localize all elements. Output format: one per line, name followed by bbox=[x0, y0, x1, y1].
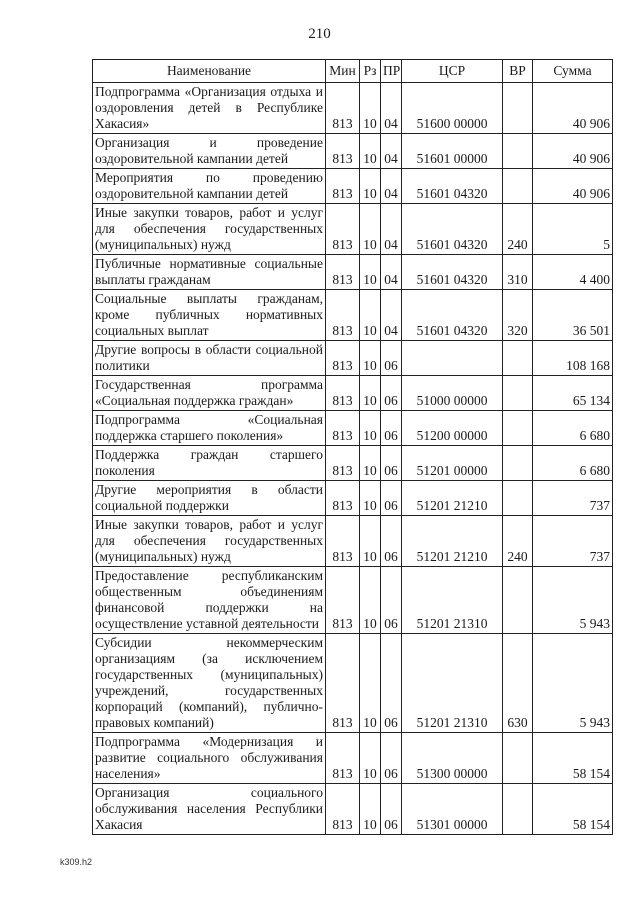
cell-sum: 6 680 bbox=[533, 411, 613, 446]
cell-min: 813 bbox=[326, 567, 360, 634]
cell-rz: 10 bbox=[360, 290, 381, 341]
cell-min: 813 bbox=[326, 83, 360, 134]
cell-sum: 737 bbox=[533, 516, 613, 567]
cell-pr: 06 bbox=[381, 341, 402, 376]
cell-pr: 06 bbox=[381, 411, 402, 446]
table-row bbox=[93, 634, 613, 733]
cell-csr: 51200 00000 bbox=[402, 411, 503, 446]
cell-vr bbox=[503, 376, 533, 411]
cell-csr: 51300 00000 bbox=[402, 733, 503, 784]
cell-csr: 51301 00000 bbox=[402, 784, 503, 835]
cell-min: 813 bbox=[326, 341, 360, 376]
cell-sum: 4 400 bbox=[533, 255, 613, 290]
cell-pr: 04 bbox=[381, 134, 402, 169]
cell-rz: 10 bbox=[360, 134, 381, 169]
cell-name: Подпрограмма «Организация отдыха и оздоровления детей в Республике Хакасия» bbox=[93, 83, 326, 134]
cell-pr: 06 bbox=[381, 634, 402, 733]
cell-pr: 04 bbox=[381, 83, 402, 134]
cell-sum: 5 943 bbox=[533, 567, 613, 634]
cell-rz: 10 bbox=[360, 83, 381, 134]
cell-csr: 51601 04320 bbox=[402, 204, 503, 255]
cell-vr: 320 bbox=[503, 290, 533, 341]
table-row bbox=[93, 567, 613, 634]
cell-min: 813 bbox=[326, 446, 360, 481]
cell-pr: 04 bbox=[381, 290, 402, 341]
cell-name: Предоставление республиканским общественным объединениям финансовой поддержки на осуществление уставной деятельности bbox=[93, 567, 326, 634]
cell-vr: 310 bbox=[503, 255, 533, 290]
cell-vr bbox=[503, 411, 533, 446]
cell-vr bbox=[503, 83, 533, 134]
cell-min: 813 bbox=[326, 516, 360, 567]
header-vr: ВР bbox=[503, 60, 533, 83]
cell-csr: 51601 04320 bbox=[402, 290, 503, 341]
cell-rz: 10 bbox=[360, 204, 381, 255]
cell-pr: 06 bbox=[381, 376, 402, 411]
cell-name: Организация социального обслуживания населения Республики Хакасия bbox=[93, 784, 326, 835]
cell-min: 813 bbox=[326, 255, 360, 290]
cell-csr: 51601 04320 bbox=[402, 255, 503, 290]
cell-sum: 108 168 bbox=[533, 341, 613, 376]
cell-rz: 10 bbox=[360, 255, 381, 290]
cell-sum: 5 bbox=[533, 204, 613, 255]
cell-name: Государственная программа «Социальная поддержка граждан» bbox=[93, 376, 326, 411]
cell-min: 813 bbox=[326, 784, 360, 835]
table-row bbox=[93, 83, 613, 134]
cell-csr: 51201 21210 bbox=[402, 481, 503, 516]
cell-vr: 240 bbox=[503, 516, 533, 567]
cell-min: 813 bbox=[326, 134, 360, 169]
cell-min: 813 bbox=[326, 411, 360, 446]
cell-name: Поддержка граждан старшего поколения bbox=[93, 446, 326, 481]
cell-min: 813 bbox=[326, 634, 360, 733]
header-min: Мин bbox=[326, 60, 360, 83]
table-row bbox=[93, 733, 613, 784]
table-row bbox=[93, 255, 613, 290]
table-row bbox=[93, 134, 613, 169]
cell-csr: 51601 04320 bbox=[402, 169, 503, 204]
cell-vr bbox=[503, 169, 533, 204]
table-row bbox=[93, 784, 613, 835]
cell-vr bbox=[503, 446, 533, 481]
cell-csr: 51201 00000 bbox=[402, 446, 503, 481]
table-row bbox=[93, 204, 613, 255]
cell-rz: 10 bbox=[360, 733, 381, 784]
cell-sum: 6 680 bbox=[533, 446, 613, 481]
header-csr: ЦСР bbox=[402, 60, 503, 83]
table-row bbox=[93, 516, 613, 567]
cell-name: Другие вопросы в области социальной политики bbox=[93, 341, 326, 376]
cell-vr bbox=[503, 134, 533, 169]
cell-name: Иные закупки товаров, работ и услуг для обеспечения государственных (муниципальных) нужд bbox=[93, 204, 326, 255]
cell-rz: 10 bbox=[360, 634, 381, 733]
cell-name: Организация и проведение оздоровительной кампании детей bbox=[93, 134, 326, 169]
cell-sum: 58 154 bbox=[533, 733, 613, 784]
cell-csr: 51000 00000 bbox=[402, 376, 503, 411]
cell-sum: 58 154 bbox=[533, 784, 613, 835]
cell-pr: 04 bbox=[381, 204, 402, 255]
cell-min: 813 bbox=[326, 733, 360, 784]
cell-vr bbox=[503, 481, 533, 516]
cell-vr bbox=[503, 784, 533, 835]
cell-csr: 51201 21310 bbox=[402, 634, 503, 733]
cell-name: Иные закупки товаров, работ и услуг для обеспечения государственных (муниципальных) нужд bbox=[93, 516, 326, 567]
cell-name: Подпрограмма «Социальная поддержка старшего поколения» bbox=[93, 411, 326, 446]
cell-rz: 10 bbox=[360, 341, 381, 376]
cell-vr bbox=[503, 733, 533, 784]
table-row bbox=[93, 481, 613, 516]
cell-rz: 10 bbox=[360, 169, 381, 204]
cell-csr: 51201 21210 bbox=[402, 516, 503, 567]
cell-pr: 06 bbox=[381, 733, 402, 784]
cell-vr bbox=[503, 341, 533, 376]
cell-csr bbox=[402, 341, 503, 376]
page-number: 210 bbox=[308, 26, 331, 42]
cell-rz: 10 bbox=[360, 516, 381, 567]
cell-pr: 06 bbox=[381, 784, 402, 835]
table-row bbox=[93, 376, 613, 411]
header-pr: ПР bbox=[381, 60, 402, 83]
cell-sum: 5 943 bbox=[533, 634, 613, 733]
cell-min: 813 bbox=[326, 481, 360, 516]
cell-pr: 06 bbox=[381, 567, 402, 634]
cell-min: 813 bbox=[326, 169, 360, 204]
cell-vr bbox=[503, 567, 533, 634]
cell-name: Публичные нормативные социальные выплаты гражданам bbox=[93, 255, 326, 290]
cell-pr: 04 bbox=[381, 169, 402, 204]
cell-rz: 10 bbox=[360, 784, 381, 835]
cell-rz: 10 bbox=[360, 446, 381, 481]
table-row bbox=[93, 169, 613, 204]
cell-sum: 36 501 bbox=[533, 290, 613, 341]
cell-csr: 51600 00000 bbox=[402, 83, 503, 134]
cell-rz: 10 bbox=[360, 376, 381, 411]
table-row bbox=[93, 341, 613, 376]
footer-code: k309.h2 bbox=[60, 857, 93, 867]
cell-name: Подпрограмма «Модернизация и развитие социального обслуживания населения» bbox=[93, 733, 326, 784]
cell-csr: 51201 21310 bbox=[402, 567, 503, 634]
table-row bbox=[93, 446, 613, 481]
cell-name: Мероприятия по проведению оздоровительной кампании детей bbox=[93, 169, 326, 204]
cell-rz: 10 bbox=[360, 481, 381, 516]
cell-pr: 04 bbox=[381, 255, 402, 290]
header-sum: Сумма bbox=[533, 60, 613, 83]
cell-csr: 51601 00000 bbox=[402, 134, 503, 169]
cell-name: Субсидии некоммерческим организациям (за исключением государственных (муниципальных) учреждений, государственных корпораций (компаний), публично-правовых компаний) bbox=[93, 634, 326, 733]
cell-name: Другие мероприятия в области социальной поддержки bbox=[93, 481, 326, 516]
header-name: Наименование bbox=[93, 60, 326, 83]
cell-sum: 40 906 bbox=[533, 134, 613, 169]
cell-sum: 40 906 bbox=[533, 83, 613, 134]
cell-rz: 10 bbox=[360, 567, 381, 634]
cell-pr: 06 bbox=[381, 516, 402, 567]
cell-sum: 40 906 bbox=[533, 169, 613, 204]
cell-sum: 737 bbox=[533, 481, 613, 516]
cell-pr: 06 bbox=[381, 481, 402, 516]
cell-min: 813 bbox=[326, 290, 360, 341]
cell-min: 813 bbox=[326, 376, 360, 411]
cell-vr: 630 bbox=[503, 634, 533, 733]
header-rz: Рз bbox=[360, 60, 381, 83]
cell-name: Социальные выплаты гражданам, кроме публичных нормативных социальных выплат bbox=[93, 290, 326, 341]
cell-vr: 240 bbox=[503, 204, 533, 255]
cell-sum: 65 134 bbox=[533, 376, 613, 411]
cell-pr: 06 bbox=[381, 446, 402, 481]
budget-table bbox=[92, 59, 613, 835]
cell-rz: 10 bbox=[360, 411, 381, 446]
cell-min: 813 bbox=[326, 204, 360, 255]
table-header-row bbox=[93, 60, 613, 83]
table-row bbox=[93, 290, 613, 341]
table-row bbox=[93, 411, 613, 446]
